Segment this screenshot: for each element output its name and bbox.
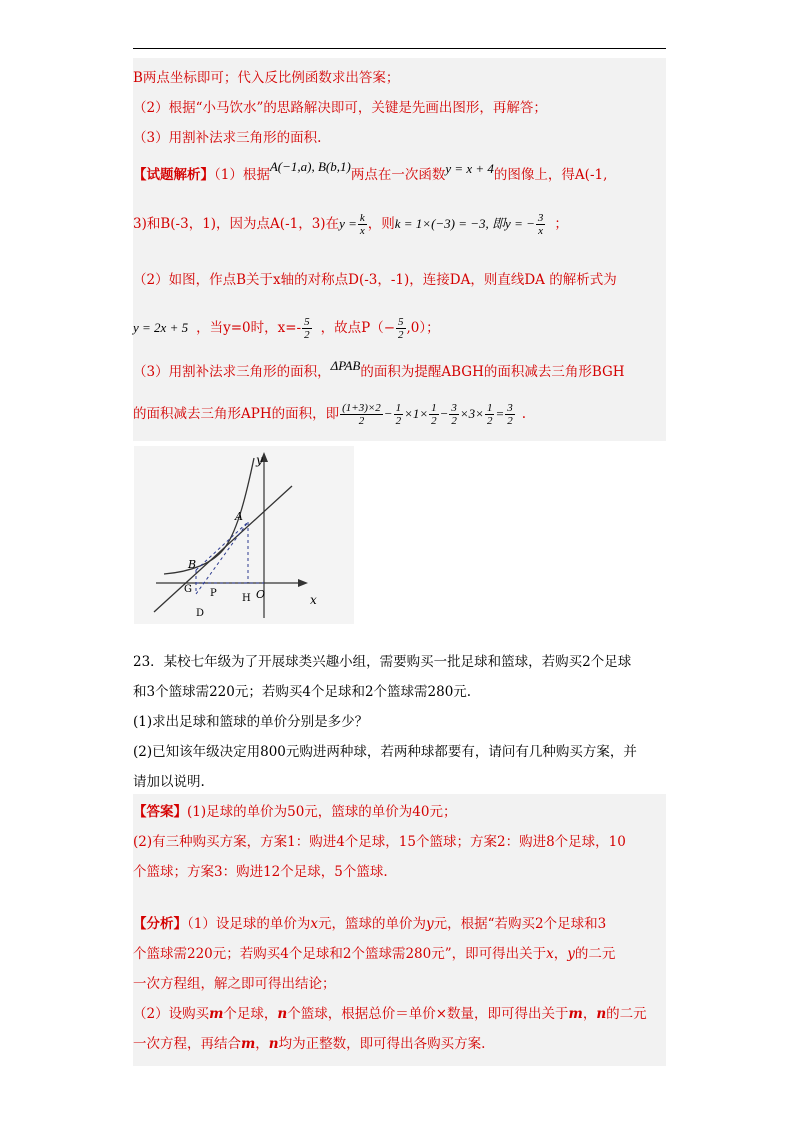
label-A: A bbox=[235, 510, 243, 523]
analysis-line: 一次方程组，解之即可得出结论； bbox=[133, 976, 336, 992]
text-span: ,0）； bbox=[406, 320, 440, 336]
analysis-line bbox=[133, 912, 606, 932]
var-span: n bbox=[596, 1006, 607, 1022]
var-span: n bbox=[277, 1006, 288, 1022]
label-y: y bbox=[256, 453, 263, 467]
dashed-BA bbox=[196, 522, 248, 570]
label-x: x bbox=[310, 593, 317, 607]
text-span: ， bbox=[255, 1036, 269, 1052]
text-line bbox=[133, 212, 568, 237]
question-line: 请加以说明. bbox=[133, 774, 205, 790]
coordinate-figure bbox=[134, 446, 354, 624]
text-span: . bbox=[521, 406, 527, 422]
analysis-line bbox=[133, 942, 615, 962]
label-H: H bbox=[242, 593, 251, 604]
text-span: 两点在一次函数 bbox=[350, 167, 446, 183]
fraction: $\frac{3}{2}$ bbox=[451, 402, 457, 427]
question-line: 和3个篮球需220元；若购买4个足球和2个篮球需280元. bbox=[133, 684, 472, 700]
answer-line: (2)有三种购买方案，方案1：购进4个足球，15个篮球；方案2：购进8个足球，10 bbox=[133, 834, 626, 850]
math-expr: y = x + 4 bbox=[445, 161, 494, 176]
text-span: 的二元 bbox=[606, 1006, 647, 1022]
var-span: x bbox=[546, 946, 554, 962]
text-span: 个足球， bbox=[223, 1006, 278, 1022]
text-span: （2）设购买 bbox=[133, 1006, 210, 1022]
fraction: $\frac{3}{x}$ bbox=[537, 212, 544, 237]
text-span: 的面积减去三角形APH的面积，即 bbox=[133, 406, 340, 422]
text-span: ，故点P（− bbox=[320, 320, 396, 336]
text-line: （3）用割补法求三角形的面积. bbox=[133, 130, 322, 146]
label-D: D bbox=[196, 608, 205, 619]
math-expr: A(−1,a), B(b,1) bbox=[269, 159, 351, 174]
text-span: 3)和B(-3，1)，因为点A(-1，3)在 bbox=[133, 216, 340, 232]
label-P: P bbox=[210, 588, 217, 599]
text-span: (1)足球的单价为50元，篮球的单价为40元； bbox=[187, 804, 457, 820]
text-span: 元，根据“若购买2个足球和3 bbox=[433, 916, 607, 932]
math-op: ×3× bbox=[459, 406, 484, 421]
question-line: 23．某校七年级为了开展球类兴趣小组，需要购买一批足球和篮球，若购买2个足球 bbox=[133, 654, 632, 670]
fraction: $\frac{5}{2}$ bbox=[398, 316, 404, 341]
var-span: m bbox=[241, 1036, 256, 1052]
math-expr: y = 2x + 5 bbox=[133, 320, 189, 335]
fraction: $\frac{k}{x}$ bbox=[359, 212, 365, 237]
fraction: $\frac{1}{2}$ bbox=[486, 402, 493, 427]
text-span: 的图像上，得A(-1, bbox=[493, 167, 608, 183]
fraction: $\frac{1}{2}$ bbox=[395, 402, 402, 427]
text-span: 的面积为提醒ABGH的面积减去三角形BGH bbox=[360, 364, 625, 380]
math-op: − bbox=[439, 406, 449, 421]
question-line: (2)已知该年级决定用800元购进两种球，若两种球都要有，请问有几种购买方案，并 bbox=[133, 744, 637, 760]
text-span: （1）根据 bbox=[214, 167, 270, 183]
text-line bbox=[133, 159, 608, 183]
text-span: 个篮球，根据总价＝单价×数量，即可得出关于 bbox=[287, 1006, 569, 1022]
text-line bbox=[133, 402, 526, 427]
text-span: ； bbox=[554, 216, 568, 232]
analysis-line bbox=[133, 1002, 647, 1022]
text-span: 元，篮球的单价为 bbox=[317, 916, 426, 932]
analysis-tag: 【分析】 bbox=[133, 916, 187, 932]
var-span: y bbox=[425, 916, 434, 932]
fraction: $\frac{(1+3)\times 2}{2}$ bbox=[342, 402, 381, 427]
answer-tag: 【答案】 bbox=[133, 804, 187, 820]
text-line: （2）如图，作点B关于x轴的对称点D(-3，-1)，连接DA，则直线DA 的解析式为 bbox=[133, 272, 617, 288]
text-span: ， bbox=[582, 1006, 597, 1022]
fraction: $\frac{1}{2}$ bbox=[431, 402, 437, 427]
math-expr: y = bbox=[339, 216, 357, 231]
fraction: $\frac{3}{2}$ bbox=[507, 402, 513, 427]
text-span: ，当y=0时，x=- bbox=[196, 320, 302, 336]
text-span: 个篮球需220元；若购买4个足球和2个篮球需280元”，即可得出关于 bbox=[133, 946, 547, 962]
math-op: − bbox=[383, 406, 393, 421]
figure-svg bbox=[134, 446, 354, 624]
fraction: $\frac{5}{2}$ bbox=[304, 316, 310, 341]
text-span: 一次方程，再结合 bbox=[133, 1036, 241, 1052]
math-expr: k = 1×(−3) = −3, 即y = − bbox=[394, 216, 535, 231]
text-span: 的二元 bbox=[574, 946, 616, 962]
math-expr: ΔPAB bbox=[330, 358, 361, 373]
answer-line: 个篮球；方案3：购进12个足球，5个篮球. bbox=[133, 864, 388, 880]
text-line: （2）根据“小马饮水”的思路解决即可，关键是先画出图形，再解答； bbox=[133, 100, 547, 116]
section-tag: 【试题解析】 bbox=[133, 167, 214, 183]
text-line bbox=[133, 360, 625, 380]
header-rule bbox=[133, 48, 666, 49]
text-span: 均为正整数，即可得出各购买方案. bbox=[278, 1036, 486, 1052]
var-span: m bbox=[568, 1006, 583, 1022]
label-B: B bbox=[188, 558, 197, 571]
text-span: ，则 bbox=[367, 216, 395, 232]
math-op: ×1× bbox=[404, 406, 429, 421]
label-O: O bbox=[256, 588, 266, 601]
text-line bbox=[133, 316, 440, 341]
text-line: B两点坐标即可；代入反比例函数求出答案； bbox=[133, 70, 400, 86]
var-span: n bbox=[268, 1036, 279, 1052]
text-span: （3）用割补法求三角形的面积， bbox=[133, 364, 331, 380]
x-axis-arrow bbox=[298, 579, 308, 587]
var-span: y bbox=[567, 946, 575, 962]
analysis-line bbox=[133, 1032, 485, 1052]
var-span: m bbox=[209, 1006, 224, 1022]
answer-line bbox=[133, 800, 456, 820]
var-span: x bbox=[310, 916, 318, 932]
text-span: （1）设足球的单价为 bbox=[187, 916, 311, 932]
label-G: G bbox=[184, 584, 192, 595]
question-line: (1)求出足球和篮球的单价分别是多少？ bbox=[133, 714, 369, 730]
math-op: = bbox=[495, 406, 505, 421]
text-span: ， bbox=[553, 946, 568, 962]
